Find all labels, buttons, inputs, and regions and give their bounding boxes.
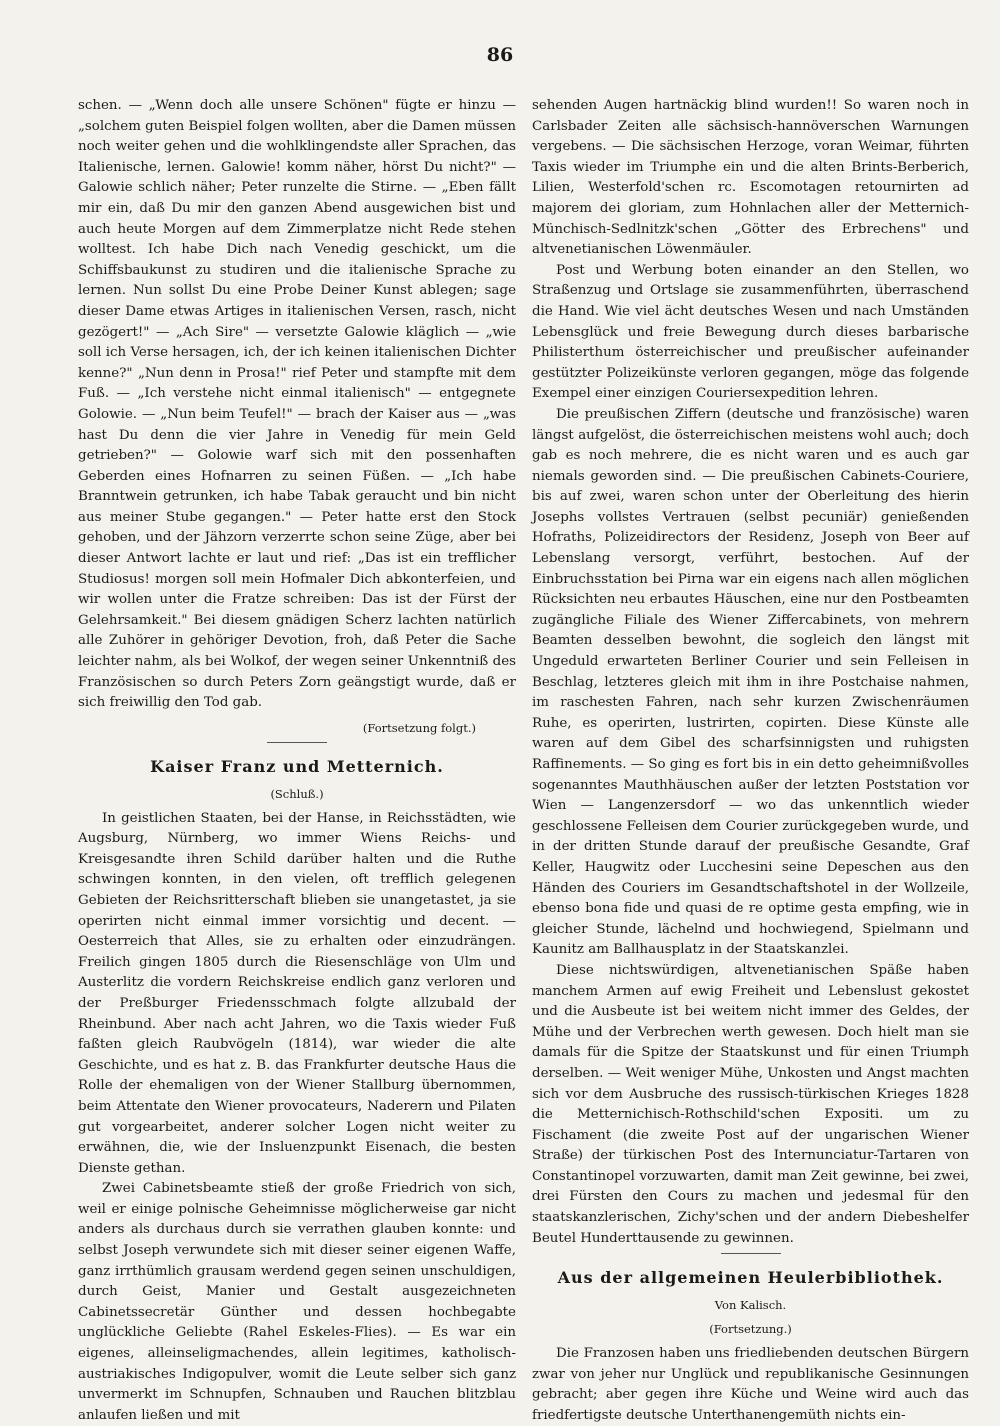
page-number: 86 bbox=[486, 44, 514, 66]
paragraph: Post und Werbung boten einander an den Stellen, wo Straßenzug und Ortslage sie zusammenführten, überraschend die Hand. Wie viel ächt deutsches Wesen und nach Umständen Lebensglück und freie Bewegung durch dieses barbarische Philisterthum österreichischer und preußischer aufeinander gestützter Polizeikünste verloren gegangen, möge das folgende Exempel einer einzigen Couriersexpedition lehren. bbox=[532, 262, 969, 402]
right-column bbox=[532, 96, 969, 1426]
paragraph: Zwei Cabinetsbeamte stieß der große Friedrich von sich, weil er einige polnische Geheimnisse möglicherweise gar nicht anders als durchaus durch sie verrathen glauben konnte: und selbst Joseph verwundete sich mit dieser seiner eigenen Waffe, ganz irrthümlich grausam werdend gegen seinen unschuldigen, durch Geist, Manier und Gestalt ausgezeichneten Cabinetssecretär Günther und dessen hochbegabte unglückliche Geliebte (Rahel Eskeles-Flies). — Es war ein eigenes, alleinseligmachendes, allein legitimes, katholisch-austriakisches Indigopulver, womit die Leute selber sich ganz unvermerkt im Schnupfen, Schnauben und Rauchen blitzblau anlaufen ließen und mit bbox=[78, 1181, 516, 1423]
byline: Von Kalisch. bbox=[714, 1297, 787, 1312]
section-note: (Schluß.) bbox=[270, 787, 324, 801]
section-note: (Fortsetzung.) bbox=[709, 1322, 792, 1337]
paragraph: Diese nichtswürdigen, altvenetianischen Späße haben manchem Armen auf ewig Freiheit und Lebenslust gekostet und die Ausbeute ist bei weitem nicht immer des Geldes, der Mühe und der Verbrechen werth gewesen. Doch hielt man sie damals für die Spitze der Staatskunst und für einen Triumph derselben. — Weit weniger Mühe, Unkosten und Angst machten sich vor dem Ausbruche des russisch-türkischen Krieges 1828 die Metternichisch-Rothschild'schen Expositi. um zu Fischament (die zweite Post auf der ungarischen Wiener Straße) der türkischen Post des Internunciatur-Tartaren von Constantinopel vorzuwarten, damit man Zeit gewinne, bei zwei, drei Fürsten den Cours zu machen und jedesmal für den staatskanzlerischen, Zichy'schen und der andern Diebeshelfer Beutel Hunderttausende zu gewinnen. bbox=[532, 962, 969, 1246]
paragraph: Die Franzosen haben uns friedliebenden deutschen Bürgern zwar von jeher nur Unglück und republikanische Gesinnungen gebracht; aber gegen ihre Küche und Weine wird auch das friedfertigste deutsche Unterthanengemüth nichts ein- bbox=[532, 1346, 969, 1423]
paragraph: Die preußischen Ziffern (deutsche und französische) waren längst aufgelöst, die österreichischen meistens wohl auch; doch gab es noch mehrere, die es nicht waren und es auch gar niemals geworden sind. — Die preußischen Cabinets-Couriere, bis auf zwei, waren schon unter der Oberleitung des hierin Josephs vollstes Vertrauen (selbst pecuniär) genießenden Hofraths, Polizeidirectors der Residenz, Joseph von Beer auf Lebenslang versorgt, verführt, bestochen. Auf der Einbruchsstation bei Pirna war ein eigens nach allen möglichen Rücksichten neu erbautes Häuschen, eine nur den Postbeamten zugängliche Filiale des Wiener Ziffercabinets, von mehrern Beamten desselben bewohnt, die sogleich den längst mit Ungeduld erwarteten Berliner Courier und sein Felleisen in Beschlag, letzteres gleich mit ihm in ihre Postchaise nahmen, im raschesten Fahren, nach sehr kurzen Zwischenräumen Ruhe, es operirten, lustrirten, copirten. Diese Künste alle waren auf dem Gibel des scharfsinnigsten und ruhigsten Raffinements. — So ging es fort bis in ein detto geheimnißvolles sogenanntes Mauthhäuschen außer der letzten Poststation vor Wien — Langenzersdorf — wo das unkenntlich wieder geschlossene Felleisen dem Courier zurückgegeben wurde, und in der dritten Stunde darauf der preußische Gesandte, Graf Keller, Haugwitz oder Lucchesini seine Depeschen aus den Händen des Couriers im Gesandtschaftshotel in der Wollzeile, ebenso bona fide und quasi de re optime gesta empfing, wie in gleicher Stunde, lächelnd und hochwiegend, Spielmann und Kaunitz am Ballhausplatz in der Staatskanzlei. bbox=[532, 406, 969, 958]
paragraph: sehenden Augen hartnäckig blind wurden!! So waren noch in Carlsbader Zeiten alle sächsisch-hannöverschen Warnungen vergebens. — Die sächsischen Herzoge, voran Weimar, führten Taxis wieder im Triumphe ein und die alten Brints-Berberich, Lilien, Westerfold'schen rc. Escomotagen retournirten ad majorem dei gloriam, zum Hohnlachen aller der Metternich-Münchisch-Sedlnitzk'schen „Götter des Erbrechens" und altvenetianischen Löwenmäuler. bbox=[532, 98, 969, 258]
continued-note: (Fortsetzung folgt.) bbox=[362, 720, 476, 735]
divider bbox=[721, 1253, 781, 1254]
divider bbox=[267, 742, 327, 743]
left-column bbox=[78, 96, 516, 1426]
section-title: Kaiser Franz und Metternich. bbox=[150, 757, 444, 777]
paragraph: In geistlichen Staaten, bei der Hanse, in Reichsstädten, wie Augsburg, Nürnberg, wo immer Wiens Reichs- und Kreisgesandte ihren Schild darüber halten und die Ruthe schwingen konnten, in den vielen, oft trefflich gelegenen Gebieten der Reichsritterschaft blieben sie unangetastet, ja sie operirten nicht einmal immer vorsichtig und decent. — Oesterreich that Alles, sie zu erhalten oder einzudrängen. Freilich gingen 1805 durch die Riesenschläge von Ulm und Austerlitz die vordern Reichskreise endlich ganz verloren und der Preßburger Friedensschmach folgte allzubald der Rheinbund. Aber nach acht Jahren, wo die Taxis wieder Fuß faßten gleich Raubvögeln (1814), war wieder die alte Geschichte, und es hat z. B. das Frankfurter deutsche Haus die Rolle der ehemaligen von der Wiener Stallburg übernommen, beim Attentate den Wiener provocateurs, Naderern und Pilaten gut vorgearbeitet, anderer solcher Logen nicht weiter zu erwähnen, die, wie der Insluenzpunkt Eisenach, die besten Dienste gethan. bbox=[78, 810, 516, 1176]
section-title: Aus der allgemeinen Heulerbibliothek. bbox=[557, 1268, 944, 1288]
paragraph: schen. — „Wenn doch alle unsere Schönen" fügte er hinzu — „solchem guten Beispiel folgen wollten, aber die Damen müssen noch weiter gehen und die wohlklingendste aller Sprachen, das Italienische, lernen. Galowie! komm näher, hörst Du nicht?" — Galowie schlich näher; Peter runzelte die Stirne. — „Eben fällt mir ein, daß Du mir den ganzen Abend ausgewichen bist und auch heute Morgen auf dem Zimmerplatze nicht Rede stehen wolltest. Ich habe Dich nach Venedig geschickt, um die Schiffsbaukunst zu studiren und die italienische Sprache zu lernen. Nun sollst Du eine Probe Deiner Kunst ablegen; sage dieser Dame etwas Artiges in italienischen Versen, rasch, nicht gezögert!" — „Ach Sire" — versetzte Galowie kläglich — „wie soll ich Verse hersagen, ich, der ich keinen italienischen Dichter kenne?" „Nun denn in Prosa!" rief Peter und stampfte mit dem Fuß. — „Ich verstehe nicht einmal italienisch" — entgegnete Golowie. — „Nun beim Teufel!" — brach der Kaiser aus — „was hast Du denn die vier Jahre in Venedig für mein Geld getrieben?" — Golowie warf sich mit den possenhaften Geberden eines Hofnarren zu seinen Füßen. — „Ich habe Branntwein getrunken, ich habe Tabak geraucht und bin nicht aus meiner Stube gegangen." — Peter hatte erst den Stock gehoben, und der Jähzorn verzerrte schon seine Züge, aber bei dieser Antwort lachte er laut und rief: „Das ist ein trefflicher Studiosus! morgen soll mein Hofmaler Dich abkonterfeien, und wir wollen unter die Fratze schreiben: Das ist der Fürst der Gelehrsamkeit." Bei diesem gnädigen Scherz lachten natürlich alle Zuhörer in gehöriger Devotion, froh, daß Peter die Sache leichter nahm, als bei Wolkof, der wegen seiner Unkenntniß des Französischen so durch Peters Zorn geängstigt wurde, daß er sich freiwillig den Tod gab. bbox=[78, 98, 516, 711]
